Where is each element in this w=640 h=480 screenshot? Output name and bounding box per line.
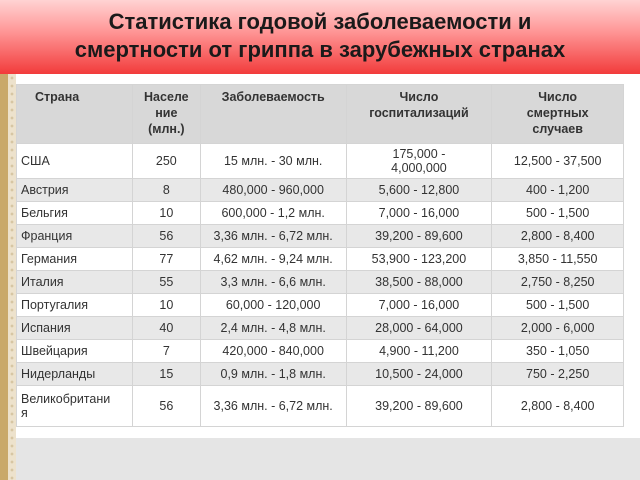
table-row [17, 271, 624, 294]
cell-morbidity: 420,000 - 840,000 [200, 340, 346, 363]
cell-deaths: 350 - 1,050 [492, 340, 624, 363]
table-row [17, 248, 624, 271]
cell-deaths: 500 - 1,500 [492, 294, 624, 317]
cell-hospitalizations [346, 202, 492, 225]
cell-country [17, 317, 133, 340]
cell-hospitalizations [346, 317, 492, 340]
column-header-deaths [492, 85, 624, 144]
cell-morbidity: 3,3 млн. - 6,6 млн. [200, 271, 346, 294]
cell-morbidity: 4,62 млн. - 9,24 млн. [200, 248, 346, 271]
title-line-1: Статистика годовой заболеваемости и [108, 9, 532, 34]
cell-morbidity: 15 млн. - 30 млн. [200, 144, 346, 179]
table-row [17, 294, 624, 317]
table-row [17, 317, 624, 340]
cell-country [17, 179, 133, 202]
table-header-row [17, 85, 624, 144]
cell-deaths: 2,750 - 8,250 [492, 271, 624, 294]
table-row [17, 179, 624, 202]
title-line-2: смертности от гриппа в зарубежных странах [74, 37, 566, 62]
table-header [17, 85, 624, 144]
side-decoration-strip [0, 74, 8, 480]
cell-population: 77 [132, 248, 200, 271]
cell-deaths: 3,850 - 11,550 [492, 248, 624, 271]
cell-hospitalizations [346, 340, 492, 363]
flu-statistics-table [16, 84, 624, 427]
cell-deaths: 2,800 - 8,400 [492, 386, 624, 427]
column-header-line: Число [399, 90, 439, 104]
cell-hospitalizations-line: 39,200 - 89,600 [375, 229, 463, 243]
cell-country [17, 225, 133, 248]
cell-deaths: 400 - 1,200 [492, 179, 624, 202]
cell-morbidity: 60,000 - 120,000 [200, 294, 346, 317]
cell-deaths: 500 - 1,500 [492, 202, 624, 225]
cell-population: 40 [132, 317, 200, 340]
cell-country-line: Португалия [21, 298, 89, 312]
cell-hospitalizations-line: 175,000 - [392, 147, 446, 161]
cell-country-line: Великобритани [21, 392, 111, 406]
cell-country-line: Италия [21, 275, 64, 289]
cell-morbidity: 2,4 млн. - 4,8 млн. [200, 317, 346, 340]
table-row [17, 144, 624, 179]
cell-hospitalizations [346, 144, 492, 179]
cell-hospitalizations [346, 248, 492, 271]
cell-hospitalizations [346, 225, 492, 248]
page-title [0, 8, 640, 64]
cell-hospitalizations [346, 179, 492, 202]
cell-country-line: США [21, 154, 50, 168]
cell-country-line: Нидерланды [21, 367, 96, 381]
cell-country [17, 271, 133, 294]
cell-country [17, 340, 133, 363]
cell-deaths: 12,500 - 37,500 [492, 144, 624, 179]
column-header-line: (млн.) [148, 122, 185, 136]
cell-country-line: Франция [21, 229, 73, 243]
cell-country [17, 363, 133, 386]
cell-hospitalizations-line: 7,000 - 16,000 [378, 206, 460, 220]
cell-population: 56 [132, 225, 200, 248]
cell-population: 15 [132, 363, 200, 386]
table-row [17, 363, 624, 386]
cell-hospitalizations-line: 53,900 - 123,200 [371, 252, 467, 266]
table-row [17, 386, 624, 427]
cell-hospitalizations-line: 28,000 - 64,000 [375, 321, 463, 335]
column-header-line: госпитализаций [369, 106, 469, 120]
cell-hospitalizations-line: 4,000,000 [391, 161, 447, 175]
cell-country-line: Германия [21, 252, 78, 266]
cell-population: 8 [132, 179, 200, 202]
column-header-hospitalizations [346, 85, 492, 144]
cell-country-line: я [21, 406, 28, 420]
column-header-line: смертных [526, 106, 589, 120]
column-header-line: случаев [532, 122, 583, 136]
column-header-morbidity [200, 85, 346, 144]
cell-population: 10 [132, 294, 200, 317]
cell-country [17, 202, 133, 225]
cell-morbidity: 0,9 млн. - 1,8 млн. [200, 363, 346, 386]
cell-population: 10 [132, 202, 200, 225]
cell-population: 55 [132, 271, 200, 294]
column-header-population [132, 85, 200, 144]
cell-country [17, 386, 133, 427]
cell-morbidity: 3,36 млн. - 6,72 млн. [200, 386, 346, 427]
cell-country [17, 294, 133, 317]
cell-country-line: Испания [21, 321, 71, 335]
cell-country-line: Австрия [21, 183, 69, 197]
cell-hospitalizations [346, 271, 492, 294]
cell-hospitalizations-line: 39,200 - 89,600 [375, 399, 463, 413]
column-header-line: Населе [144, 90, 189, 104]
table-body [17, 144, 624, 427]
cell-deaths: 2,000 - 6,000 [492, 317, 624, 340]
column-header-line: Страна [35, 90, 80, 104]
cell-population: 250 [132, 144, 200, 179]
cell-hospitalizations [346, 363, 492, 386]
cell-country [17, 248, 133, 271]
cell-morbidity: 600,000 - 1,2 млн. [200, 202, 346, 225]
side-decoration-pattern [8, 74, 16, 480]
cell-deaths: 2,800 - 8,400 [492, 225, 624, 248]
column-header-country [17, 85, 133, 144]
bottom-decoration-band [16, 438, 640, 480]
cell-hospitalizations [346, 386, 492, 427]
cell-morbidity: 480,000 - 960,000 [200, 179, 346, 202]
table-row [17, 202, 624, 225]
cell-country-line: Швейцария [21, 344, 88, 358]
cell-hospitalizations-line: 5,600 - 12,800 [378, 183, 460, 197]
cell-hospitalizations-line: 4,900 - 11,200 [379, 344, 459, 358]
cell-hospitalizations-line: 38,500 - 88,000 [375, 275, 463, 289]
cell-morbidity: 3,36 млн. - 6,72 млн. [200, 225, 346, 248]
table-row [17, 225, 624, 248]
cell-hospitalizations [346, 294, 492, 317]
cell-country [17, 144, 133, 179]
cell-hospitalizations-line: 7,000 - 16,000 [378, 298, 460, 312]
cell-population: 56 [132, 386, 200, 427]
table-row [17, 340, 624, 363]
column-header-line: Заболеваемость [221, 90, 325, 104]
cell-country-line: Бельгия [21, 206, 68, 220]
cell-population: 7 [132, 340, 200, 363]
cell-deaths: 750 - 2,250 [492, 363, 624, 386]
column-header-line: ние [155, 106, 178, 120]
column-header-line: Число [538, 90, 578, 104]
cell-hospitalizations-line: 10,500 - 24,000 [375, 367, 463, 381]
